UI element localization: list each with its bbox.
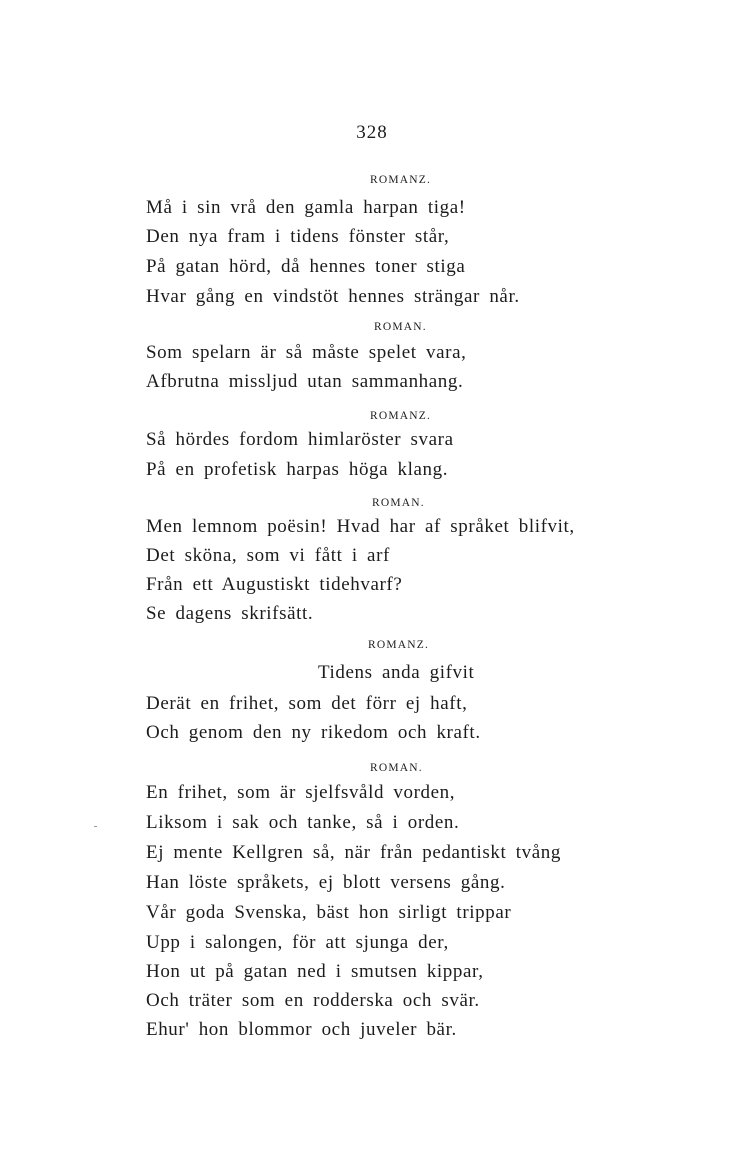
speaker-label: ROMAN. <box>370 762 423 774</box>
verse-line: Så hördes fordom himlaröster svara <box>146 429 454 450</box>
verse-line: Som spelarn är så måste spelet vara, <box>146 342 467 363</box>
verse-line: Från ett Augustiskt tidehvarf? <box>146 574 403 595</box>
verse-line: Det sköna, som vi fått i arf <box>146 545 390 566</box>
verse-line: Ej mente Kellgren så, när från pedantiskt tvång <box>146 842 561 863</box>
margin-mark <box>94 826 97 827</box>
verse-line: En frihet, som är sjelfsvåld vorden, <box>146 782 456 803</box>
verse-line: Upp i salongen, för att sjunga der, <box>146 932 449 953</box>
speaker-label: ROMANZ. <box>368 639 430 651</box>
verse-line: Afbrutna missljud utan sammanhang. <box>146 371 464 392</box>
verse-line: Hon ut på gatan ned i smutsen kippar, <box>146 961 484 982</box>
speaker-label: ROMANZ. <box>370 174 432 186</box>
verse-line: Hvar gång en vindstöt hennes strängar når. <box>146 286 520 307</box>
verse-line: Se dagens skrifsätt. <box>146 603 314 624</box>
verse-line: Men lemnom poësin! Hvad har af språket blifvit, <box>146 516 575 537</box>
verse-line: På en profetisk harpas höga klang. <box>146 459 449 480</box>
verse-line: Liksom i sak och tanke, så i orden. <box>146 812 460 833</box>
verse-line: Och träter som en rodderska och svär. <box>146 990 480 1011</box>
verse-line: Och genom den ny rikedom och kraft. <box>146 722 481 743</box>
verse-line: Han löste språkets, ej blott versens gång. <box>146 872 506 893</box>
speaker-label: ROMAN. <box>374 321 427 333</box>
speaker-label: ROMAN. <box>372 497 425 509</box>
verse-line: Derät en frihet, som det förr ej haft, <box>146 693 468 714</box>
verse-line: Tidens anda gifvit <box>318 662 475 683</box>
verse-line: På gatan hörd, då hennes toner stiga <box>146 256 466 277</box>
speaker-label: ROMANZ. <box>370 410 432 422</box>
verse-line: Ehur' hon blommor och juveler bär. <box>146 1019 457 1040</box>
page-number: 328 <box>356 122 388 143</box>
verse-line: Den nya fram i tidens fönster står, <box>146 226 450 247</box>
verse-line: Må i sin vrå den gamla harpan tiga! <box>146 197 466 218</box>
verse-line: Vår goda Svenska, bäst hon sirligt trippar <box>146 902 512 923</box>
